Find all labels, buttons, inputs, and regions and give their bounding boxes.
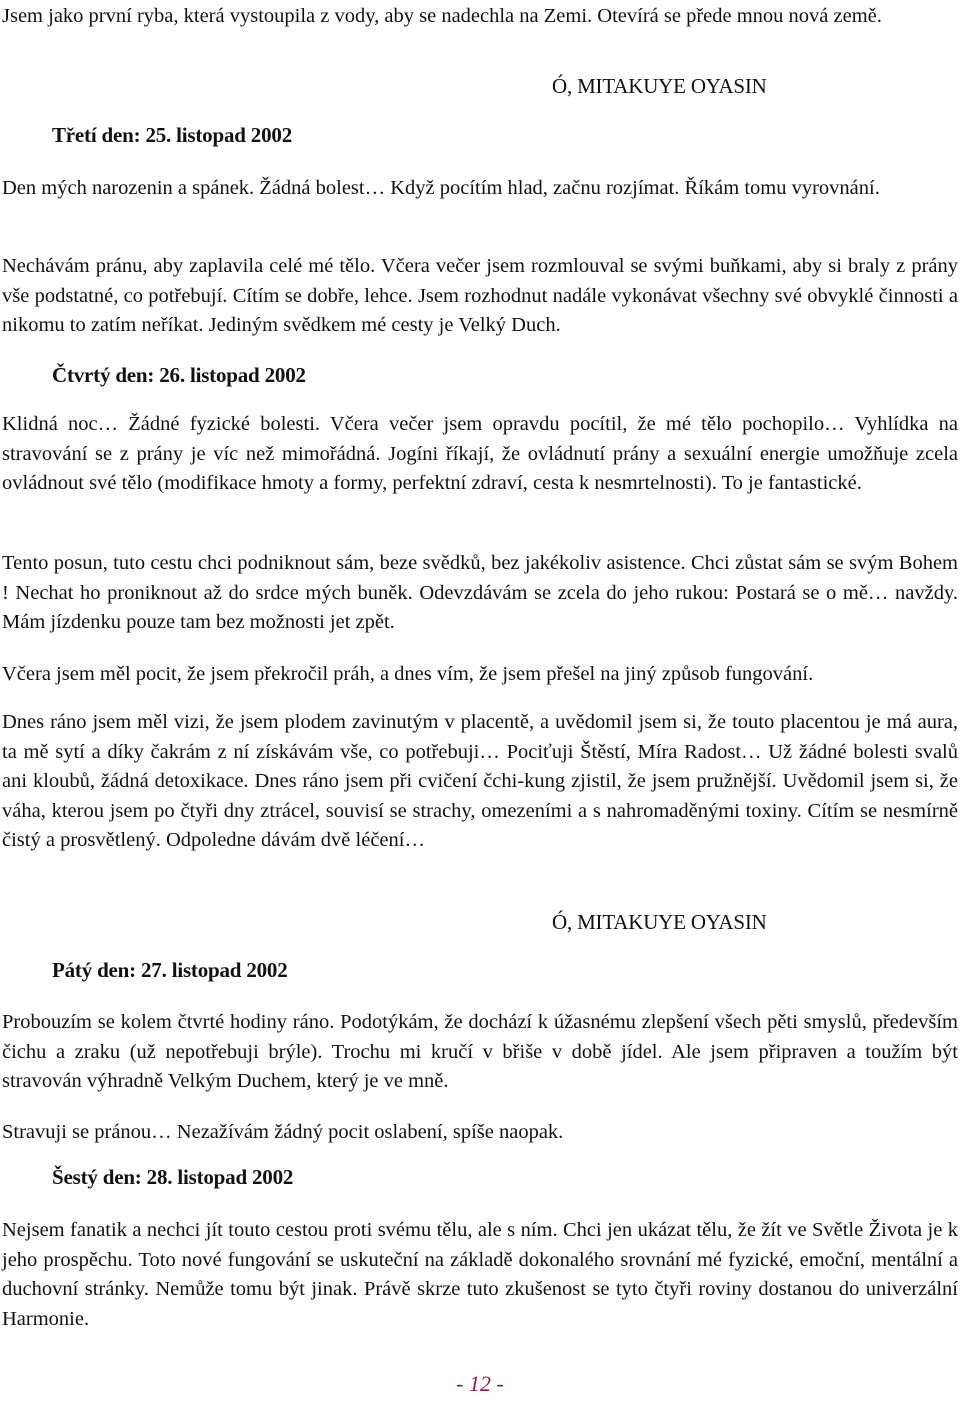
heading-day-4: Čtvrtý den: 26. listopad 2002 xyxy=(52,363,306,387)
paragraph-day3-2: Nechávám pránu, aby zaplavila celé mé tělo. Včera večer jsem rozmlouval se svými buňkami, aby si braly z prány vše podstatné, co potřebují. Cítím se dobře, lehce. Jsem rozhodnut nadále vykonávat všechny své obvyklé činnosti a nikomu to zatím neříkat. Jediným svědkem mé cesty je Velký Duch. xyxy=(2,255,958,336)
paragraph-day6-1: Nejsem fanatik a nechci jít touto cestou proti svému tělu, ale s ním. Chci jen ukázat tělu, že žít ve Světle Života je k jeho prospěchu. Toto nové fungování se uskuteční na základě dokonalého srovnání mé fyzické, emoční, mentální a duchovní stránky. Nemůže tomu být jinak. Právě skrze tuto zkušenost se tyto čtyři roviny dostanou do univerzální Harmonie. xyxy=(2,1219,958,1330)
paragraph-day4-3: Včera jsem měl pocit, že jsem překročil práh, a dnes vím, že jsem přešel na jiný způsob fungování. xyxy=(2,663,814,685)
page-number: - 12 - xyxy=(456,1371,504,1396)
paragraph-day4-2: Tento posun, tuto cestu chci podniknout sám, beze svědků, bez jakékoliv asistence. Chci zůstat sám se svým Bohem ! Nechat ho proniknout až do srdce mých buněk. Odevzdávám se zcela do jeho rukou: Postará se o mě… navždy. Mám jízdenku pouze tam bez možnosti jet zpět. xyxy=(2,552,958,633)
heading-day-6: Šestý den: 28. listopad 2002 xyxy=(52,1165,294,1189)
paragraph-day4-1: Klidná noc… Žádné fyzické bolesti. Včera večer jsem opravdu pocítil, že mé tělo pochopilo… Vyhlídka na stravování se z prány je víc než mimořádná. Jogíni říkají, že ovládnutí prány a sexuální energie umožňuje zcela ovládnout své tělo (modifikace hmoty a formy, perfektní zdraví, cesta k nesmrtelnosti). To je fantastické. xyxy=(2,413,958,494)
paragraph-day5-1: Probouzím se kolem čtvrté hodiny ráno. Podotýkám, že dochází k úžasnému zlepšení všech pěti smyslů, především čichu a zraku (už nepotřebuji brýle). Trochu mi kručí v břiše v době jídel. Ale jsem připraven a toužím být stravován výhradně Velkým Duchem, který je ve mně. xyxy=(2,1011,958,1092)
closing-phrase: Ó, MITAKUYE OYASIN xyxy=(552,910,767,934)
paragraph-day3-1: Den mých narozenin a spánek. Žádná bolest… Když pocítím hlad, začnu rozjímat. Říkám tomu vyrovnání. xyxy=(2,177,880,199)
closing-phrase: Ó, MITAKUYE OYASIN xyxy=(552,74,767,98)
paragraph-intro: Jsem jako první ryba, která vystoupila z vody, aby se nadechla na Zemi. Otevírá se přede mnou nová země. xyxy=(2,5,882,27)
heading-day-5: Pátý den: 27. listopad 2002 xyxy=(52,958,288,982)
heading-day-3: Třetí den: 25. listopad 2002 xyxy=(52,123,292,147)
paragraph-day4-4: Dnes ráno jsem měl vizi, že jsem plodem zavinutým v placentě, a uvědomil jsem si, že touto placentou je má aura, ta mě sytí a díky čakrám z ní získávám vše, co potřebuji… Pociťuji Štěstí, Míra Radost… Už žádné bolesti svalů ani kloubů, žádná detoxikace. Dnes ráno jsem při cvičení čchi-kung zjistil, že jsem pružnější. Uvědomil jsem si, že váha, kterou jsem po čtyři dny ztrácel, souvisí se strachy, omezeními a s nahromaděnými toxiny. Cítím se nesmírně čistý a prosvětlený. Odpoledne dávám dvě léčení… xyxy=(2,711,958,851)
paragraph-day5-2: Stravuji se pránou… Nezažívám žádný pocit oslabení, spíše naopak. xyxy=(2,1121,564,1143)
